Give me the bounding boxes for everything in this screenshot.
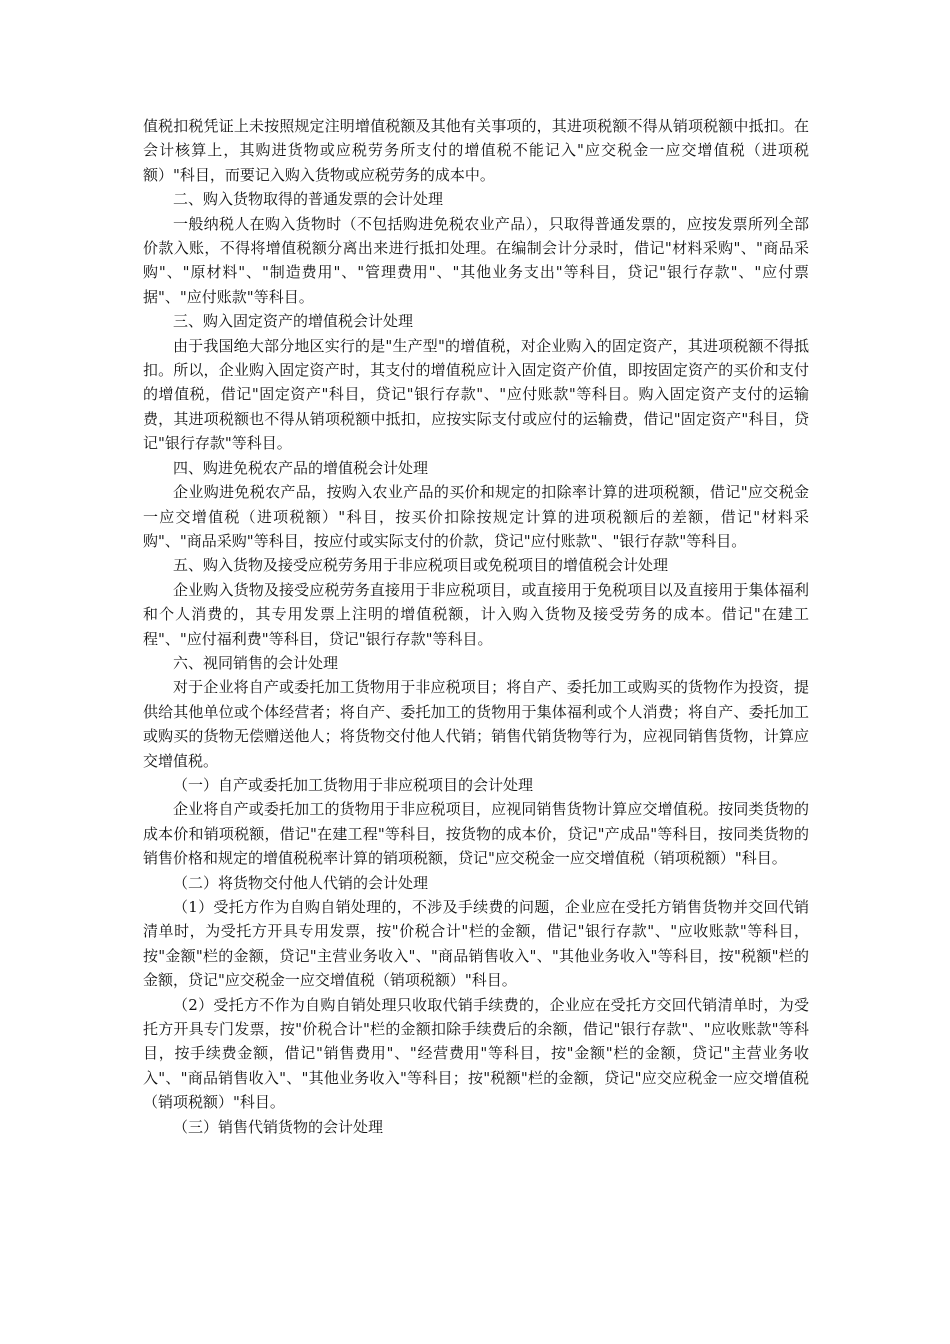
paragraph-body: 由于我国绝大部分地区实行的是"生产型"的增值税，对企业购入的固定资产，其进项税额不得抵扣。所以，企业购入固定资产时，其支付的增值税应计入固定资产价值，即按固定资产的买价和支付的增值税，借记"固定资产"科目，贷记"银行存款"、"应付账款"等科目。购入固定资产支付的运输费，其进项税额也不得从销项税额中抵扣，应按实际支付或应付的运输费，借记"固定资产"科目，贷记"银行存款"等科目。 [143,336,809,453]
paragraph-body: 企业购入货物及接受应税劳务直接用于非应税项目，或直接用于免税项目以及直接用于集体福利和个人消费的，其专用发票上注明的增值税额，计入购入货物及接受劳务的成本。借记"在建工程"、"应付福利费"等科目，贷记"银行存款"等科目。 [143,580,809,648]
section-heading-2: 二、购入货物取得的普通发票的会计处理 [173,190,444,209]
section-heading-3: 三、购入固定资产的增值税会计处理 [173,312,414,331]
subsection-heading-3: （三）销售代销货物的会计处理 [173,1117,384,1136]
section-heading-5: 五、购入货物及接受应税劳务用于非应税项目或免税项目的增值税会计处理 [173,556,669,575]
paragraph-body: 对于企业将自产或委托加工货物用于非应税项目；将自产、委托加工或购买的货物作为投资，提供给其他单位或个体经营者；将自产、委托加工的货物用于集体福利或个人消费；将自产、委托加工或购买的货物无偿赠送他人；将货物交付他人代销；销售代销货物等行为，应视同销售货物，计算应交增值税。 [143,678,809,770]
document-page [143,114,809,1139]
subsection-heading-2: （二）将货物交付他人代销的会计处理 [173,873,429,892]
paragraph-body: 企业将自产或委托加工的货物用于非应税项目，应视同销售货物计算应交增值税。按同类货物的成本价和销项税额，借记"在建工程"等科目，按货物的成本价，贷记"产成品"等科目，按同类货物的销售价格和规定的增值税税率计算的销项税额，贷记"应交税金一应交增值税（销项税额）"科目。 [143,800,809,868]
subsection-heading-1: （一）自产或委托加工货物用于非应税项目的会计处理 [173,775,534,794]
paragraph-body-item-1: （1）受托方作为自购自销处理的，不涉及手续费的问题，企业应在受托方销售货物并交回代销清单时，为受托方开具专用发票，按"价税合计"栏的金额，借记"银行存款"、"应收账款"等科目，按"金额"栏的金额，贷记"主营业务收入"、"商品销售收入"、"其他业务收入"等科目，按"税额"栏的金额，贷记"应交税金一应交增值税（销项税额）"科目。 [143,898,809,990]
paragraph-body-item-2: （2）受托方不作为自购自销处理只收取代销手续费的，企业应在受托方交回代销清单时，为受托方开具专门发票，按"价税合计"栏的金额扣除手续费后的余额，借记"银行存款"、"应收账款"等科目，按手续费金额，借记"销售费用"、"经营费用"等科目，按"金额"栏的金额，贷记"主营业务收入"、"商品销售收入"、"其他业务收入"等科目；按"税额"栏的金额，贷记"应交应税金一应交增值税（销项税额）"科目。 [143,995,809,1112]
section-heading-4: 四、购进免税农产品的增值税会计处理 [173,458,429,477]
paragraph-body: 企业购进免税农产品，按购入农业产品的买价和规定的扣除率计算的进项税额，借记"应交税金一应交增值税（进项税额）"科目，按买价扣除按规定计算的进项税额后的差额，借记"材料采购"、"商品采购"等科目，按应付或实际支付的价款，贷记"应付账款"、"银行存款"等科目。 [143,483,809,550]
paragraph-body-continuation: 值税扣税凭证上未按照规定注明增值税额及其他有关事项的，其进项税额不得从销项税额中抵扣。在会计核算上，其购进货物或应税劳务所支付的增值税不能记入"应交税金一应交增值税（进项税额）"科目，而要记入购入货物或应税劳务的成本中。 [143,117,809,184]
paragraph-body: 一般纳税人在购入货物时（不包括购进免税农业产品），只取得普通发票的，应按发票所列全部价款入账，不得将增值税额分离出来进行抵扣处理。在编制会计分录时，借记"材料采购"、"商品采购"、"原材料"、"制造费用"、"管理费用"、"其他业务支出"等科目，贷记"银行存款"、"应付票据"、"应付账款"等科目。 [143,214,809,306]
section-heading-6: 六、视同销售的会计处理 [173,653,339,672]
